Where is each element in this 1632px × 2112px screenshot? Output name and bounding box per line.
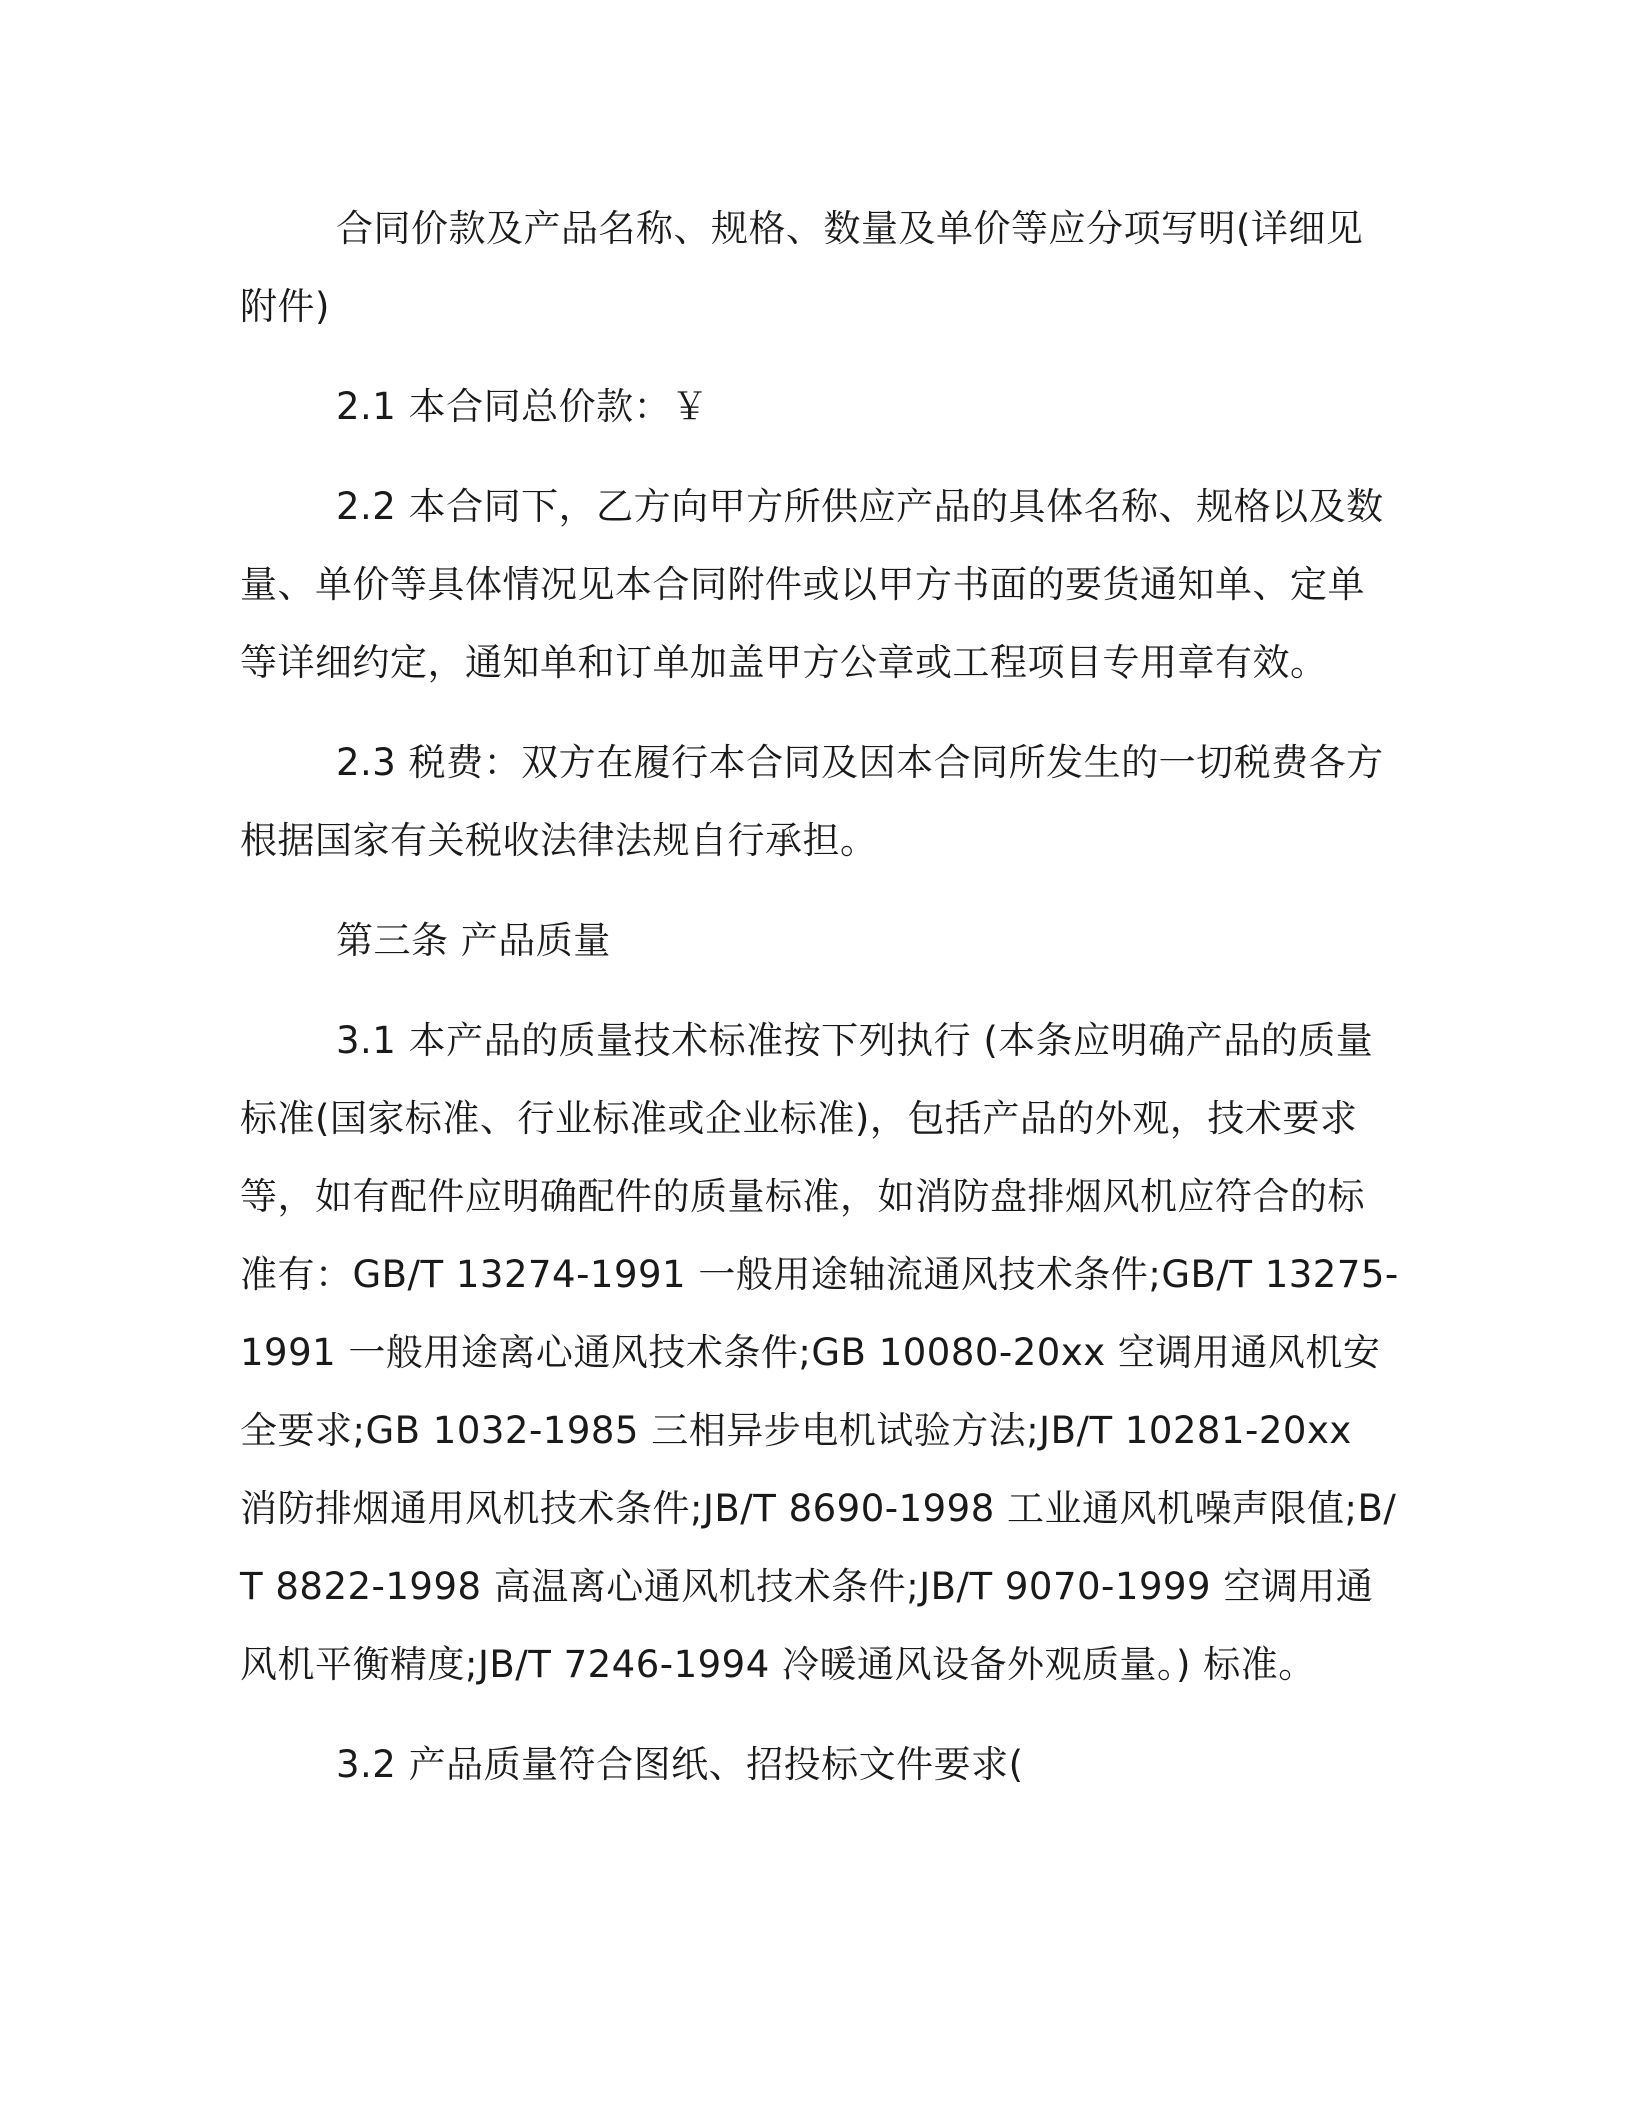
paragraph-contract-price-intro: 合同价款及产品名称、规格、数量及单价等应分项写明(详细见附件) xyxy=(240,207,1364,328)
paragraph-3-2-quality-requirements: 3.2 产品质量符合图纸、招投标文件要求( xyxy=(336,1743,1024,1786)
paragraph-2-2-product-details: 2.2 本合同下，乙方向甲方所供应产品的具体名称、规格以及数量、单价等具体情况见本合同附件或以甲方书面的要货通知单、定单等详细约定，通知单和订单加盖甲方公章或工程项目专用章有效。 xyxy=(240,485,1384,684)
paragraph-3-1-quality-standards: 3.1 本产品的质量技术标准按下列执行 (本条应明确产品的质量标准(国家标准、行业标准或企业标准)，包括产品的外观，技术要求等，如有配件应明确配件的质量标准，如消防盘排烟风机应符合的标准有：GB/T 13274-1991 一般用途轴流通风技术条件;GB/T 13275-1991 一般用途离心通风技术条件;GB 10080-20xx 空调用通风机安全要求;GB 1032-1985 三相异步电机试验方法;JB/T 10281-20xx 消防排烟通用风机技术条件;JB/T 8690-1998 工业通风机噪声限值;B/T 8822-1998 高温离心通风机技术条件;JB/T 9070-1999 空调用通风机平衡精度;JB/T 7246-1994 冷暖通风设备外观质量。) 标准。 xyxy=(240,1019,1399,1686)
paragraph-2-1-total-price: 2.1 本合同总价款：￥ xyxy=(336,385,709,428)
section-heading-article-3-quality: 第三条 产品质量 xyxy=(336,919,611,962)
paragraph-2-3-taxes: 2.3 税费：双方在履行本合同及因本合同所发生的一切税费各方根据国家有关税收法律法规自行承担。 xyxy=(240,741,1384,862)
document-body xyxy=(240,190,1400,1804)
